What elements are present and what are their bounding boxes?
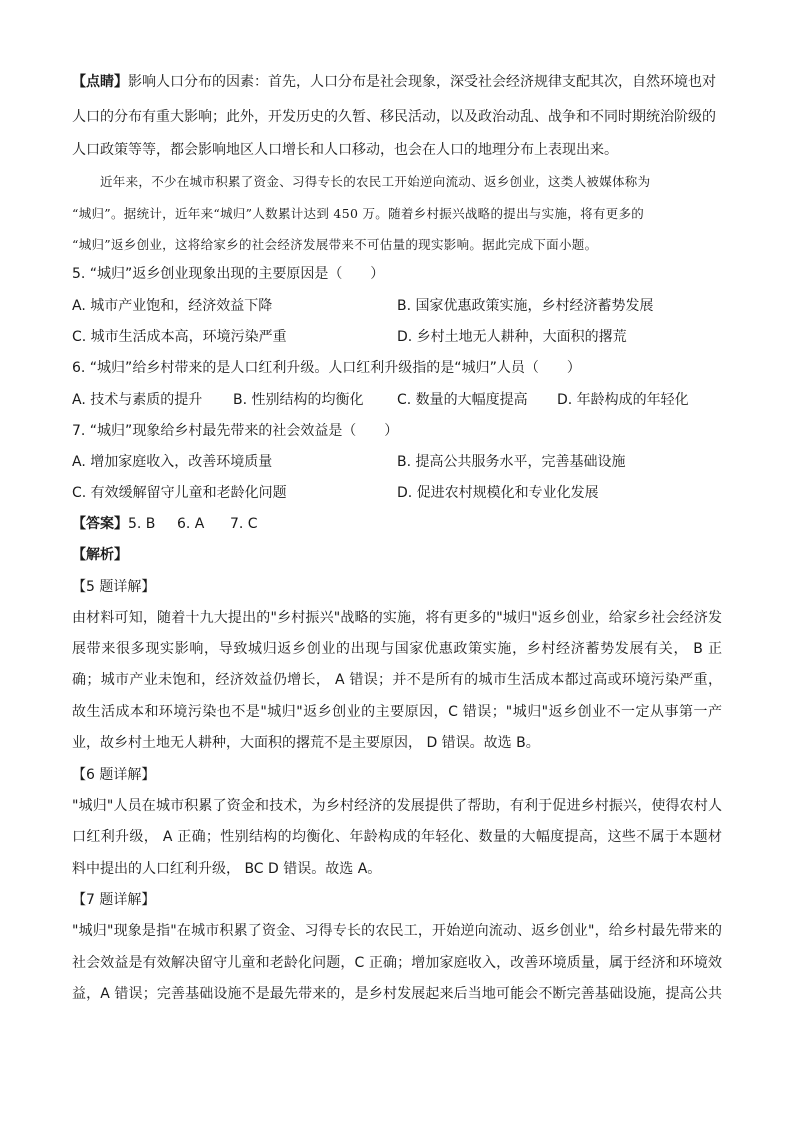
q7-detail-label: 【7 题详解】 [72, 892, 156, 908]
answer-5: 5. B [128, 516, 156, 532]
q5-detail-line-3: 确；城市产业未饱和，经济效益仍增长， A 错误；并不是所有的城市生活成本都过高或环境污染严重， [72, 672, 722, 688]
q7-option-a: A. 增加家庭收入，改善环境质量 [72, 454, 273, 470]
q7-detail-line-3: 益，A 错误；完善基础设施不是最先带来的，是乡村发展起来后当地可能会不断完善基础设施，提高公共 [72, 986, 722, 1002]
q6-option-a: A. 技术与素质的提升 [72, 392, 203, 408]
answer-7: 7. C [230, 516, 258, 532]
q6-option-b: B. 性别结构的均衡化 [233, 392, 364, 408]
material-line-2: “城归”。据统计，近年来“城归”人数累计达到 450 万。随着乡村振兴战略的提出与实施，将有更多的 [72, 206, 645, 221]
q7-option-c: C. 有效缓解留守儿童和老龄化问题 [72, 485, 287, 501]
q7-options-row-2 [72, 483, 599, 503]
answer-6: 6. A [177, 516, 205, 532]
q5-option-c: C. 城市生活成本高，环境污染严重 [72, 329, 287, 345]
q7-option-d: D. 促进农村规模化和专业化发展 [397, 485, 599, 501]
q5-detail-line-4: 故生活成本和环境污染也不是"城归"返乡创业的主要原因，C 错误；"城归"返乡创业不一定从事第一产 [72, 704, 722, 720]
q5-detail-line-1: 由材料可知，随着十九大提出的"乡村振兴"战略的实施，将有更多的"城归"返乡创业，给家乡社会经济发 [72, 610, 722, 626]
dianjing-line-2: 人口的分布有重大影响；此外，开发历史的久暂、移民活动，以及政治动乱、战争和不同时期统治阶级的 [72, 109, 716, 125]
answer-label: 【答案】 [72, 516, 128, 532]
q5-option-a: A. 城市产业饱和，经济效益下降 [72, 298, 273, 314]
q5-detail-line-5: 业，故乡村土地无人耕种，大面积的撂荒不是主要原因， D 错误。故选 B。 [72, 735, 540, 751]
material-line-3: “城归”返乡创业，这将给家乡的社会经济发展带来不可估量的现实影响。据此完成下面小题。 [72, 237, 598, 252]
q5-options-row-2 [72, 327, 627, 347]
q6-detail-line-1: "城归"人员在城市积累了资金和技术，为乡村经济的发展提供了帮助，有利于促进乡村振兴，使得农村人 [72, 798, 722, 814]
q7-detail-line-1: "城归"现象是指"在城市积累了资金、习得专长的农民工，开始逆向流动、返乡创业"，给乡村最先带来的 [72, 923, 722, 939]
q5-option-b: B. 国家优惠政策实施，乡村经济蓄势发展 [397, 298, 654, 314]
q6-option-c: C. 数量的大幅度提高 [397, 392, 528, 408]
q5-option-d: D. 乡村土地无人耕种，大面积的撂荒 [397, 329, 627, 345]
analysis-label: 【解析】 [72, 547, 128, 563]
q5-stem: 5. “城归”返乡创业现象出现的主要原因是（ ） [72, 266, 385, 282]
material-line-1: 近年来，不少在城市积累了资金、习得专长的农民工开始逆向流动、返乡创业，这类人被媒体称为 [100, 174, 651, 189]
q7-stem: 7. “城归”现象给乡村最先带来的社会效益是（ ） [72, 423, 399, 439]
q6-detail-line-3: 料中提出的人口红利升级， BC D 错误。故选 A。 [72, 861, 382, 877]
answer-row [72, 514, 372, 534]
q5-detail-label: 【5 题详解】 [72, 579, 156, 595]
q7-detail-line-2: 社会效益是有效解决留守儿童和老龄化问题，C 正确；增加家庭收入，改善环境质量，属于经济和环境效 [72, 955, 722, 971]
dianjing-line-1 [72, 72, 716, 92]
q7-option-b: B. 提高公共服务水平，完善基础设施 [397, 454, 626, 470]
q6-stem: 6. “城归”给乡村带来的是人口红利升级。人口红利升级指的是“城归”人员（ ） [72, 360, 581, 376]
q6-option-d: D. 年龄构成的年轻化 [557, 392, 689, 408]
dianjing-text: 影响人口分布的因素：首先，人口分布是社会现象，深受社会经济规律支配其次，自然环境也对 [128, 74, 716, 90]
q7-options-row-1 [72, 452, 626, 472]
dianjing-line-3: 人口政策等等，都会影响地区人口增长和人口移动，也会在人口的地理分布上表现出来。 [72, 142, 618, 158]
q6-options-row [72, 390, 722, 410]
dianjing-label: 【点睛】 [72, 74, 128, 90]
q6-detail-line-2: 口红利升级， A 正确；性别结构的均衡化、年龄构成的年轻化、数量的大幅度提高，这些不属于本题材 [72, 829, 722, 845]
q5-detail-line-2: 展带来很多现实影响，导致城归返乡创业的出现与国家优惠政策实施，乡村经济蓄势发展有关， B 正 [72, 641, 722, 657]
q5-options-row-1 [72, 296, 654, 316]
q6-detail-label: 【6 题详解】 [72, 767, 156, 783]
